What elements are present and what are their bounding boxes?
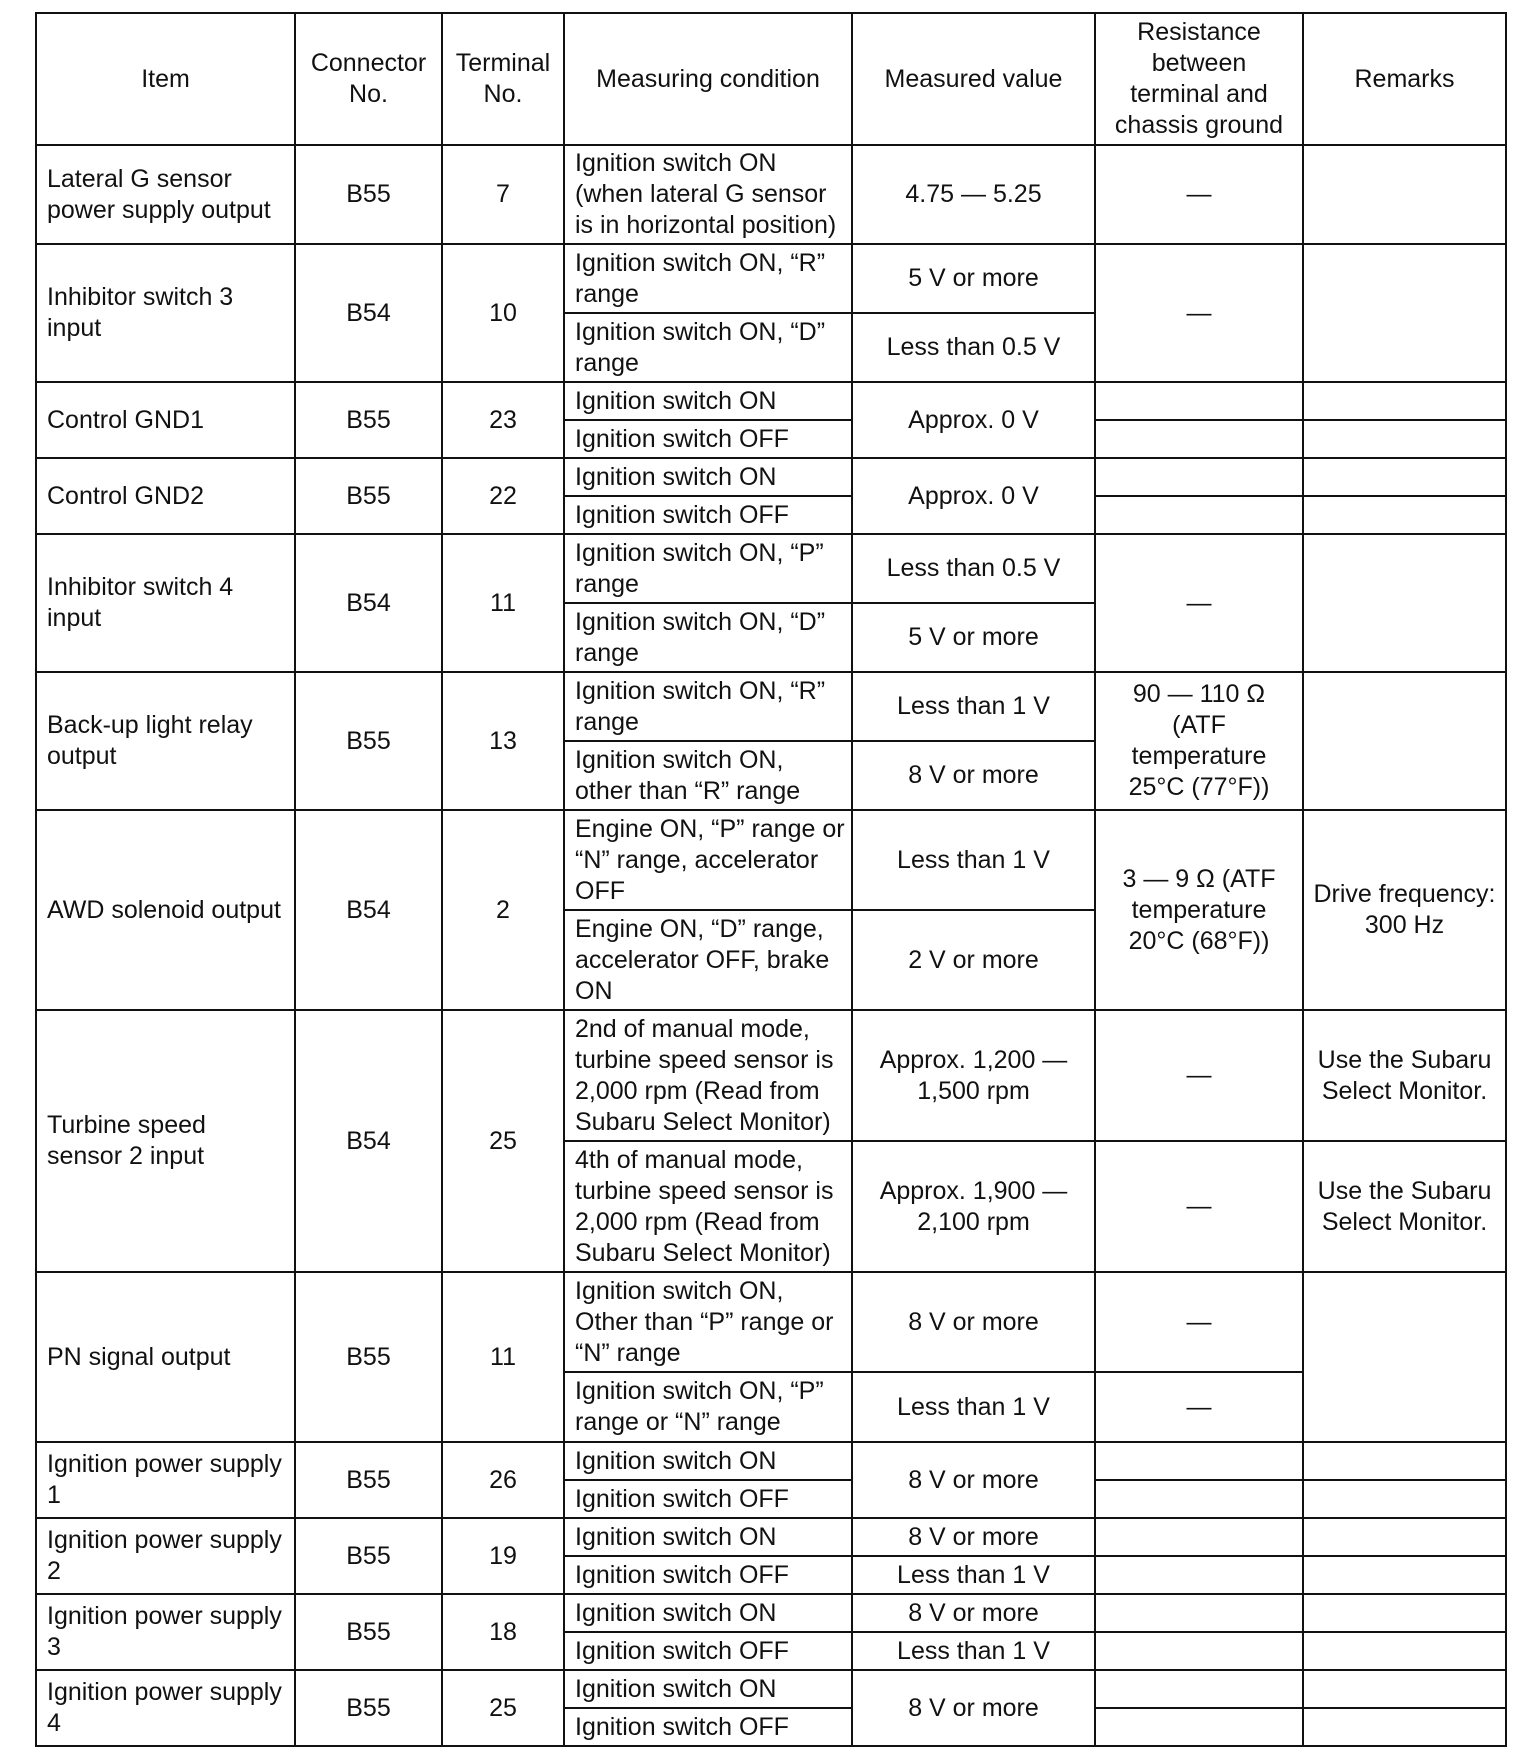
terminal-cell: 26	[442, 1442, 564, 1518]
resistance-cell	[1095, 1556, 1303, 1594]
value-cell: 5 V or more	[852, 603, 1095, 672]
condition-cell: Ignition switch ON	[564, 1594, 852, 1632]
condition-cell: Ignition switch OFF	[564, 1480, 852, 1518]
resistance-cell: 3 — 9 Ω (ATF temperature 20°C (68°F))	[1095, 810, 1303, 1010]
value-cell: 8 V or more	[852, 1272, 1095, 1372]
connector-cell: B55	[295, 1442, 442, 1518]
value-cell: Less than 1 V	[852, 672, 1095, 741]
condition-cell: Ignition switch ON	[564, 1442, 852, 1480]
remarks-cell	[1303, 382, 1506, 420]
resistance-cell: —	[1095, 145, 1303, 244]
item-cell: Ignition power supply 2	[36, 1518, 295, 1594]
connector-cell: B54	[295, 810, 442, 1010]
remarks-cell: Use the Subaru Select Monitor.	[1303, 1010, 1506, 1141]
resistance-cell	[1095, 1594, 1303, 1632]
condition-cell: Ignition switch OFF	[564, 1556, 852, 1594]
table-row	[36, 672, 1506, 741]
value-cell: 4.75 — 5.25	[852, 145, 1095, 244]
condition-cell: Ignition switch ON, “D” range	[564, 313, 852, 382]
terminal-cell: 11	[442, 534, 564, 672]
condition-cell: 4th of manual mode, turbine speed sensor is 2,000 rpm (Read from Subaru Select Monitor)	[564, 1141, 852, 1272]
item-cell: PN signal output	[36, 1272, 295, 1442]
item-cell: Ignition power supply 4	[36, 1670, 295, 1746]
table-row	[36, 1442, 1506, 1480]
value-cell: Approx. 0 V	[852, 458, 1095, 534]
terminal-cell: 25	[442, 1670, 564, 1746]
resistance-cell: —	[1095, 1141, 1303, 1272]
remarks-cell	[1303, 1518, 1506, 1556]
condition-cell: Ignition switch OFF	[564, 1708, 852, 1746]
value-cell: Less than 0.5 V	[852, 313, 1095, 382]
table-row	[36, 145, 1506, 244]
table-row	[36, 1518, 1506, 1556]
item-cell: Control GND1	[36, 382, 295, 458]
condition-cell: Ignition switch ON, Other than “P” range or “N” range	[564, 1272, 852, 1372]
terminal-table	[35, 12, 1507, 1747]
value-cell: 8 V or more	[852, 1442, 1095, 1518]
resistance-cell: —	[1095, 1272, 1303, 1372]
value-cell: Approx. 0 V	[852, 382, 1095, 458]
remarks-cell	[1303, 1670, 1506, 1708]
table-row	[36, 1594, 1506, 1632]
item-cell: Back-up light relay output	[36, 672, 295, 810]
remarks-cell: Drive frequency: 300 Hz	[1303, 810, 1506, 1010]
remarks-cell	[1303, 1556, 1506, 1594]
value-cell: Less than 1 V	[852, 1372, 1095, 1442]
condition-cell: Ignition switch ON	[564, 1518, 852, 1556]
table-row	[36, 382, 1506, 420]
condition-cell: 2nd of manual mode, turbine speed sensor is 2,000 rpm (Read from Subaru Select Monitor)	[564, 1010, 852, 1141]
value-cell: Approx. 1,200 — 1,500 rpm	[852, 1010, 1095, 1141]
terminal-cell: 11	[442, 1272, 564, 1442]
resistance-cell: —	[1095, 534, 1303, 672]
remarks-cell	[1303, 1632, 1506, 1670]
value-cell: 2 V or more	[852, 910, 1095, 1010]
connector-cell: B55	[295, 1518, 442, 1594]
remarks-cell	[1303, 672, 1506, 810]
value-cell: Less than 1 V	[852, 1556, 1095, 1594]
remarks-cell	[1303, 1594, 1506, 1632]
condition-cell: Ignition switch ON, “P” range or “N” range	[564, 1372, 852, 1442]
remarks-cell	[1303, 534, 1506, 672]
connector-cell: B55	[295, 672, 442, 810]
terminal-cell: 7	[442, 145, 564, 244]
connector-cell: B55	[295, 458, 442, 534]
terminal-cell: 19	[442, 1518, 564, 1594]
header-row	[36, 13, 1506, 145]
table-row	[36, 1272, 1506, 1372]
remarks-cell	[1303, 244, 1506, 382]
condition-cell: Engine ON, “P” range or “N” range, accelerator OFF	[564, 810, 852, 910]
header-item: Item	[36, 13, 295, 145]
terminal-cell: 22	[442, 458, 564, 534]
table-row	[36, 244, 1506, 313]
remarks-cell	[1303, 496, 1506, 534]
resistance-cell	[1095, 1518, 1303, 1556]
condition-cell: Ignition switch ON	[564, 458, 852, 496]
terminal-cell: 23	[442, 382, 564, 458]
resistance-cell	[1095, 1708, 1303, 1746]
table-row	[36, 458, 1506, 496]
condition-cell: Ignition switch ON	[564, 382, 852, 420]
remarks-cell	[1303, 458, 1506, 496]
resistance-cell: —	[1095, 1010, 1303, 1141]
condition-cell: Ignition switch ON, “R” range	[564, 244, 852, 313]
value-cell: 8 V or more	[852, 1518, 1095, 1556]
condition-cell: Ignition switch OFF	[564, 496, 852, 534]
terminal-cell: 18	[442, 1594, 564, 1670]
condition-cell: Ignition switch OFF	[564, 1632, 852, 1670]
header-terminal: Terminal No.	[442, 13, 564, 145]
resistance-cell	[1095, 1670, 1303, 1708]
item-cell: Control GND2	[36, 458, 295, 534]
header-value: Measured value	[852, 13, 1095, 145]
header-connector: Connector No.	[295, 13, 442, 145]
value-cell: Less than 1 V	[852, 1632, 1095, 1670]
terminal-cell: 2	[442, 810, 564, 1010]
connector-cell: B54	[295, 534, 442, 672]
remarks-cell	[1303, 1442, 1506, 1480]
value-cell: 8 V or more	[852, 1594, 1095, 1632]
remarks-cell	[1303, 145, 1506, 244]
item-cell: Lateral G sensor power supply output	[36, 145, 295, 244]
resistance-cell	[1095, 420, 1303, 458]
value-cell: 5 V or more	[852, 244, 1095, 313]
item-cell: Ignition power supply 1	[36, 1442, 295, 1518]
resistance-cell	[1095, 496, 1303, 534]
header-resistance: Resistance between terminal and chassis ground	[1095, 13, 1303, 145]
terminal-cell: 25	[442, 1010, 564, 1272]
resistance-cell	[1095, 382, 1303, 420]
value-cell: 8 V or more	[852, 1670, 1095, 1746]
value-cell: Approx. 1,900 — 2,100 rpm	[852, 1141, 1095, 1272]
remarks-cell	[1303, 1480, 1506, 1518]
condition-cell: Ignition switch ON (when lateral G sensor is in horizontal position)	[564, 145, 852, 244]
remarks-cell: Use the Subaru Select Monitor.	[1303, 1141, 1506, 1272]
item-cell: Inhibitor switch 3 input	[36, 244, 295, 382]
table-row	[36, 810, 1506, 910]
value-cell: Less than 1 V	[852, 810, 1095, 910]
connector-cell: B55	[295, 145, 442, 244]
remarks-cell	[1303, 1272, 1506, 1442]
connector-cell: B55	[295, 1272, 442, 1442]
item-cell: Inhibitor switch 4 input	[36, 534, 295, 672]
value-cell: Less than 0.5 V	[852, 534, 1095, 603]
terminal-cell: 13	[442, 672, 564, 810]
condition-cell: Ignition switch ON, other than “R” range	[564, 741, 852, 810]
table-row	[36, 534, 1506, 603]
connector-cell: B54	[295, 1010, 442, 1272]
item-cell: AWD solenoid output	[36, 810, 295, 1010]
connector-cell: B55	[295, 382, 442, 458]
resistance-cell: —	[1095, 1372, 1303, 1442]
terminal-cell: 10	[442, 244, 564, 382]
resistance-cell	[1095, 1632, 1303, 1670]
connector-cell: B55	[295, 1594, 442, 1670]
remarks-cell	[1303, 1708, 1506, 1746]
item-cell: Ignition power supply 3	[36, 1594, 295, 1670]
resistance-cell: —	[1095, 244, 1303, 382]
condition-cell: Ignition switch ON, “R” range	[564, 672, 852, 741]
table-row	[36, 1010, 1506, 1141]
condition-cell: Ignition switch ON	[564, 1670, 852, 1708]
remarks-cell	[1303, 420, 1506, 458]
table-row	[36, 1670, 1506, 1708]
item-cell: Turbine speed sensor 2 input	[36, 1010, 295, 1272]
resistance-cell: 90 — 110 Ω (ATF temperature 25°C (77°F))	[1095, 672, 1303, 810]
resistance-cell	[1095, 458, 1303, 496]
header-condition: Measuring condition	[564, 13, 852, 145]
resistance-cell	[1095, 1442, 1303, 1480]
condition-cell: Ignition switch OFF	[564, 420, 852, 458]
header-remarks: Remarks	[1303, 13, 1506, 145]
resistance-cell	[1095, 1480, 1303, 1518]
connector-cell: B54	[295, 244, 442, 382]
condition-cell: Ignition switch ON, “P” range	[564, 534, 852, 603]
value-cell: 8 V or more	[852, 741, 1095, 810]
condition-cell: Ignition switch ON, “D” range	[564, 603, 852, 672]
condition-cell: Engine ON, “D” range, accelerator OFF, brake ON	[564, 910, 852, 1010]
connector-cell: B55	[295, 1670, 442, 1746]
